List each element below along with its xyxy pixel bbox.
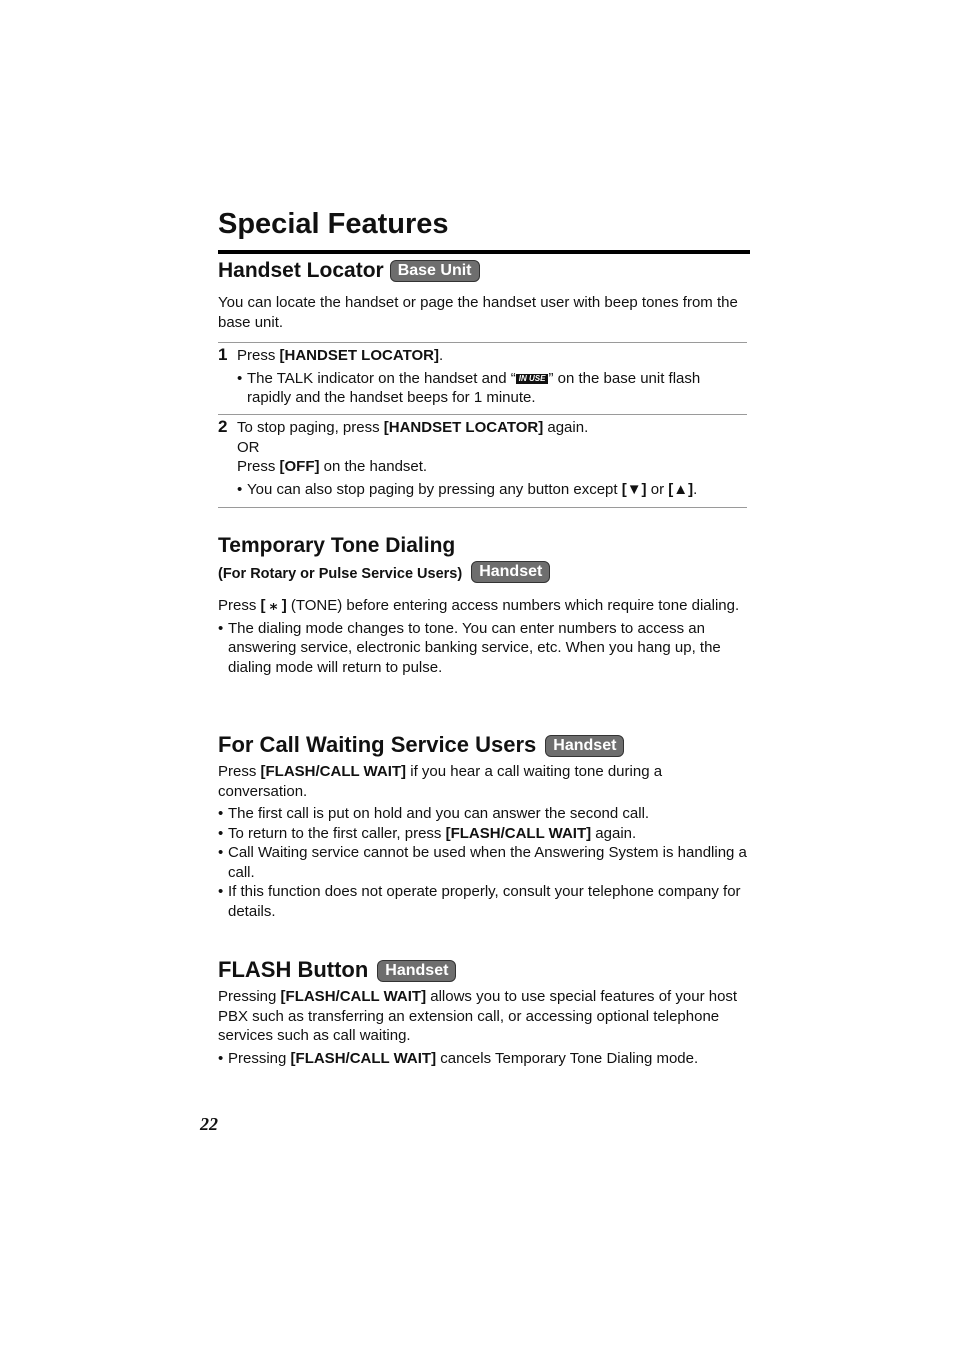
key-label: [FLASH/CALL WAIT] — [290, 1049, 437, 1067]
step-divider — [218, 342, 747, 343]
step-1 — [218, 346, 748, 408]
temporary-tone-subheading: (For Rotary or Pulse Service Users) Handset — [218, 561, 550, 583]
call-waiting-note: • Call Waiting service cannot be used when the Answering System is handling a call. — [218, 843, 748, 882]
step-1-text: Press [HANDSET LOCATOR]. — [237, 347, 444, 364]
key-label: [FLASH/CALL WAIT] — [260, 763, 407, 780]
key-label: [FLASH/CALL WAIT] — [280, 988, 427, 1005]
page-title: Special Features — [218, 208, 449, 240]
temporary-tone-body — [218, 596, 748, 677]
in-use-indicator-icon: IN USE — [516, 374, 549, 384]
step-divider — [218, 507, 747, 508]
flash-button-section — [218, 957, 456, 983]
handset-badge: Handset — [377, 960, 456, 982]
key-label: [HANDSET LOCATOR] — [383, 419, 544, 436]
key-label: [FLASH/CALL WAIT] — [445, 824, 592, 842]
step-2-or: OR — [237, 438, 260, 456]
step-2-alt: Press [OFF] on the handset. — [237, 458, 428, 475]
call-waiting-body — [218, 762, 748, 921]
step-number: 1 — [218, 345, 228, 364]
call-waiting-note: • If this function does not operate properly, consult your telephone company for details. — [218, 882, 748, 921]
temporary-tone-heading: Temporary Tone Dialing — [218, 534, 456, 557]
step-2-text: To stop paging, press [HANDSET LOCATOR] again. — [237, 419, 589, 436]
step-number: 2 — [218, 417, 228, 436]
flash-button-heading: FLASH Button Handset — [218, 957, 456, 983]
call-waiting-note: • To return to the first caller, press [FLASH/CALL WAIT] again. — [218, 824, 748, 844]
call-waiting-section — [218, 732, 624, 758]
flash-button-note: • Pressing [FLASH/CALL WAIT] cancels Temporary Tone Dialing mode. — [218, 1049, 748, 1069]
call-waiting-heading: For Call Waiting Service Users Handset — [218, 732, 624, 758]
flash-button-para: Pressing [FLASH/CALL WAIT] allows you to use special features of your host PBX such as transferring an extension call, or accessing optional telephone services such as call waiting. — [218, 988, 738, 1044]
call-waiting-para: Press [FLASH/CALL WAIT] if you hear a call waiting tone during a conversation. — [218, 763, 663, 800]
key-label: [HANDSET LOCATOR] — [279, 347, 439, 364]
key-down-label: [▼] — [621, 480, 647, 498]
title-rule — [218, 250, 750, 254]
base-unit-badge: Base Unit — [390, 260, 480, 282]
step-1-note: • The TALK indicator on the handset and “ IN USE ” on the base unit flash rapidly and the handset beeps for 1 minute. — [237, 369, 748, 408]
page-number: 22 — [200, 1114, 218, 1134]
handset-badge: Handset — [471, 561, 550, 583]
step-divider — [218, 414, 747, 415]
tone-key-label: [ ⁎ ] — [260, 597, 287, 614]
temporary-tone-para: Press [ ⁎ ] (TONE) before entering access numbers which require tone dialing. — [218, 597, 740, 614]
handset-locator-section — [218, 259, 480, 283]
call-waiting-note: • The first call is put on hold and you can answer the second call. — [218, 804, 748, 824]
step-2 — [218, 418, 748, 499]
handset-badge: Handset — [545, 735, 624, 757]
key-up-label: [▲] — [668, 480, 694, 498]
flash-button-body — [218, 987, 748, 1068]
key-label: [OFF] — [279, 458, 320, 475]
temporary-tone-note: • The dialing mode changes to tone. You can enter numbers to access an answering service, electronic banking service, etc. When you hang up, the dialing mode will return to pulse. — [218, 619, 748, 678]
handset-locator-intro: You can locate the handset or page the handset user with beep tones from the base unit. — [218, 294, 738, 331]
step-2-note: • You can also stop paging by pressing any button except [▼] or [▲]. — [237, 480, 748, 500]
handset-locator-heading: Handset Locator Base Unit — [218, 259, 480, 283]
